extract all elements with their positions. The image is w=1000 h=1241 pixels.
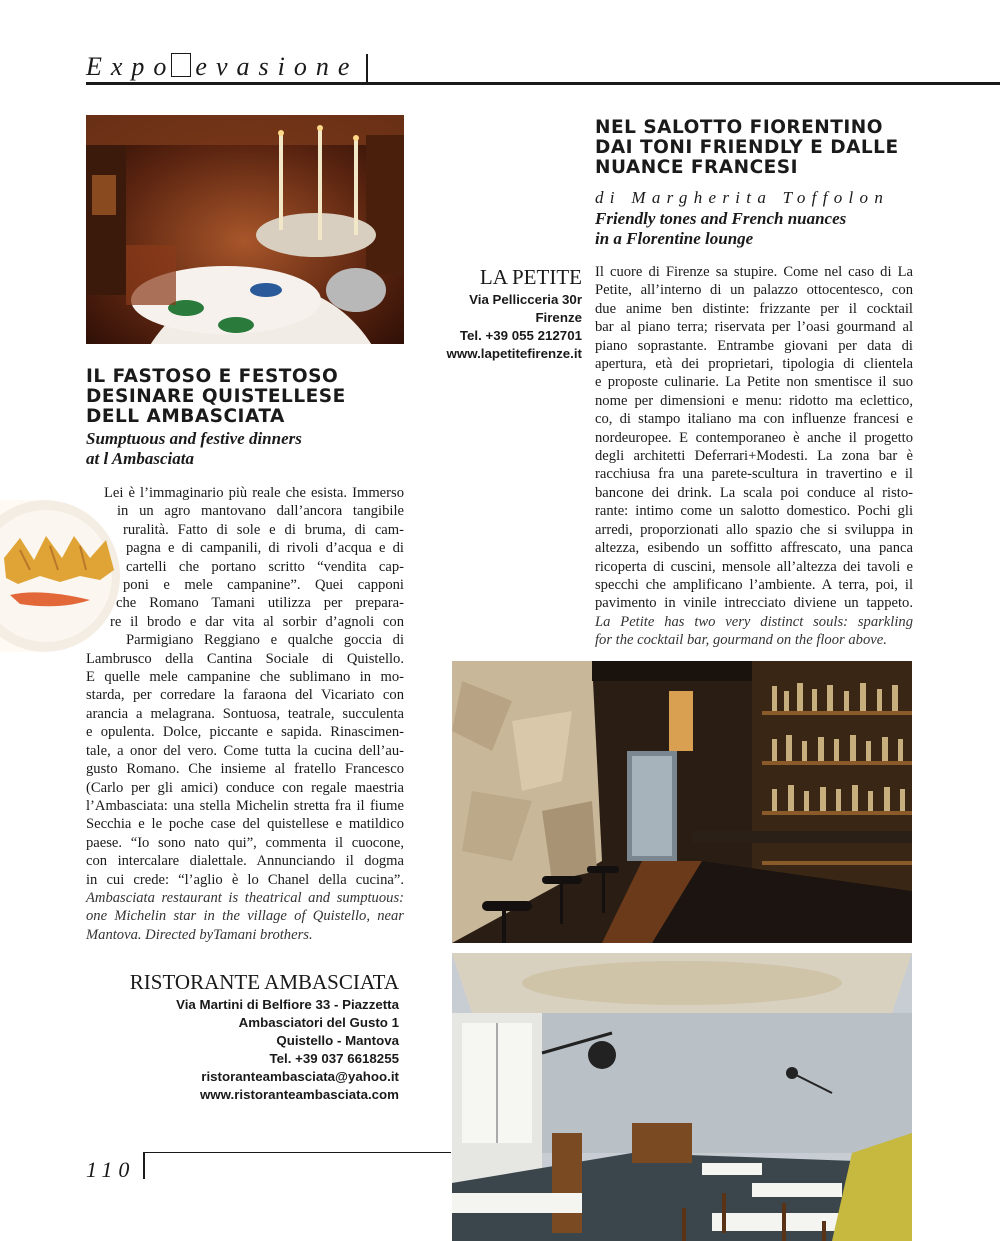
petite-subhead-line: Friendly tones and French nuances — [595, 209, 847, 228]
body-line: piano soprastante. Entrambe giovani per data di — [595, 337, 913, 354]
body-line: rante: intimo come un salotto domestico. Pochi gli — [595, 503, 913, 520]
body-line: ricoperta di cuscini, mensole all’altezza dei tavoli e — [595, 558, 913, 575]
ambasciata-dining-room-photo — [86, 115, 404, 344]
english-summary-line: La Petite has two very distinct souls: sparkling — [595, 613, 913, 630]
body-line: arancia a melagrana. Sontuosa, teatrale, succulenta — [86, 705, 404, 722]
body-line: con intercalare dialettale. Annunciando il dogma — [86, 853, 404, 870]
body-line: (Carlo per gli amici) conduce con regale maestria — [86, 779, 404, 796]
venue-address-line: Ambasciatori del Gusto 1 — [238, 1015, 399, 1030]
petite-venue-name: LA PETITE — [479, 265, 582, 289]
venue-email[interactable]: ristoranteambasciata@yahoo.it — [201, 1069, 399, 1084]
body-line: in cui crede: “l’aglio è lo Chanel della cucina”. — [86, 871, 404, 888]
ambasciata-venue-name: RISTORANTE AMBASCIATA — [129, 970, 399, 994]
venue-address-line: Via Pellicceria 30r — [469, 292, 582, 307]
petite-headline-line: NUANCE FRANCESI — [595, 157, 798, 178]
author-byline: di Margherita Toffolon — [595, 188, 890, 207]
body-line: degli architetti Deferrari+Modesti. La zona bar è — [595, 448, 913, 465]
venue-city: Firenze — [535, 310, 582, 325]
section-title — [86, 52, 358, 82]
body-line: Il cuore di Firenze sa stupire. Come nel caso di La — [595, 264, 913, 280]
body-line: bar al piano terra; riservata per l’oasi gourmand al — [595, 319, 913, 336]
body-line: specchi che amplificano l’ambiente. A terra, poi, il — [595, 576, 913, 593]
body-line: e opulenta. Dolce, piccante e sapida. Rinascimen- — [86, 724, 404, 741]
body-line: paese. “Io sono nato qui”, commenta il cuocone, — [86, 834, 404, 851]
body-line: ruralità. Fatto di sole e di bruma, di cam- — [123, 521, 404, 538]
petite-subhead — [595, 209, 915, 249]
body-line: starda, per corredare la faraona del Vicariato con — [86, 687, 404, 704]
body-line: Secchia e le poche case del quistellese e matildico — [86, 816, 404, 833]
body-line: pavimento in vinile intrecciato diviene un tappeto. — [595, 595, 913, 612]
body-line: racchiusa fra una parete-scultura in travertino e il — [595, 466, 913, 483]
page-number: 110 — [86, 1157, 136, 1182]
body-line: Petite, all’interno di un palazzo ottocentesco, con — [595, 282, 913, 299]
petite-article-body — [595, 263, 913, 650]
english-summary-line: Ambasciata restaurant is theatrical and sumptuous: — [86, 889, 404, 906]
body-line: tale, a onor del vero. Come tutta la cucina dell’au- — [86, 742, 404, 759]
venue-phone: Tel. +39 037 6618255 — [269, 1051, 399, 1066]
section-title-mark — [171, 53, 191, 77]
venue-address-line: Via Martini di Belfiore 33 - Piazzetta — [176, 997, 399, 1012]
ambasciata-article-body — [86, 484, 404, 944]
ambasciata-headline — [86, 367, 406, 427]
body-line: nordeuropee. E contemporaneo è anche il progetto — [595, 429, 913, 446]
ambasciata-headline-line: DELL AMBASCIATA — [86, 406, 285, 427]
petite-dining-room-photo — [452, 953, 912, 1241]
ambasciata-headline-line: DESINARE QUISTELLESE — [86, 386, 346, 407]
petite-cocktail-bar-photo — [452, 661, 912, 943]
venue-website[interactable]: www.ristoranteambasciata.com — [199, 1087, 399, 1102]
body-line: altezza, esibendo un soffitto affrescato, una panca — [595, 540, 913, 557]
body-line: due anime ben distinte: frizzante per il cocktail — [595, 300, 913, 317]
ambasciata-subhead-line: Sumptuous and festive dinners — [86, 429, 302, 448]
venue-website[interactable]: www.lapetitefirenze.it — [446, 346, 582, 361]
petite-headline-line: DAI TONI FRIENDLY E DALLE — [595, 137, 899, 158]
body-line: pagna e di campanili, di rivoli d’acqua e di — [126, 540, 404, 557]
body-line: e proposte culinarie. La Petite non smentisce il suo — [595, 374, 913, 391]
ambasciata-headline-line: IL FASTOSO E FESTOSO — [86, 366, 339, 387]
english-summary-line: Mantova. Directed byTamani brothers. — [86, 926, 313, 943]
english-summary-line: one Michelin star in the village of Quistello, near — [86, 908, 404, 925]
petite-venue-info — [400, 265, 582, 363]
body-line: nome per dimensioni e menu: ridotto ma eclettico, — [595, 392, 913, 409]
body-line: gusto Romano. Che insieme al fratello Francesco — [86, 761, 404, 778]
body-line: cartelli che portano scritto “vendita cap- — [126, 558, 404, 575]
body-line: apertura, età dei proprietari, tipologia di clientela — [595, 356, 913, 373]
footer-divider-bar — [143, 1153, 145, 1179]
body-line: bancone dei drink. La scala poi conduce al risto- — [595, 484, 913, 501]
body-line: Lambrusco della Cantina Sociale di Quistello. — [86, 650, 404, 667]
body-line: re il brodo e dar vita al sorbir d’agnoli con — [110, 613, 404, 630]
ambasciata-subhead-line: at l Ambasciata — [86, 449, 194, 468]
body-line: co, di stampo italiano ma con influenze francesi e — [595, 411, 913, 428]
body-line: poni e mele campanine”. Quei capponi — [123, 577, 404, 594]
section-title-left: Expo — [86, 52, 176, 81]
ambasciata-venue-info — [86, 970, 399, 1104]
section-title-right: evasione — [195, 52, 359, 81]
body-line: Lei è l’immaginario più reale che esista. Immerso — [104, 485, 404, 501]
body-line: l’Ambasciata: una stella Michelin stretta fra il fiume — [86, 797, 404, 814]
body-line: E quelle mele campanine che sublimano in mo- — [86, 669, 404, 686]
body-line: che Romano Tamani utilizza per prepara- — [116, 595, 404, 612]
footer-rule — [143, 1152, 451, 1153]
venue-city: Quistello - Mantova — [276, 1033, 399, 1048]
venue-phone: Tel. +39 055 212701 — [459, 328, 582, 343]
header-divider-bar — [366, 54, 368, 84]
petite-headline — [595, 118, 915, 178]
header-rule — [86, 82, 1000, 85]
petite-headline-line: NEL SALOTTO FIORENTINO — [595, 117, 884, 138]
body-line: Parmigiano Reggiano e qualche goccia di — [126, 632, 404, 649]
body-line: in un agro mantovano dall’ancora tangibile — [117, 503, 404, 520]
ambasciata-subhead — [86, 429, 406, 469]
petite-subhead-line: in a Florentine lounge — [595, 229, 754, 248]
body-line: arredi, proporzionati allo spazio che si sviluppa in — [595, 521, 913, 538]
english-summary-line: for the cocktail bar, gourmand on the floor above. — [595, 632, 887, 649]
